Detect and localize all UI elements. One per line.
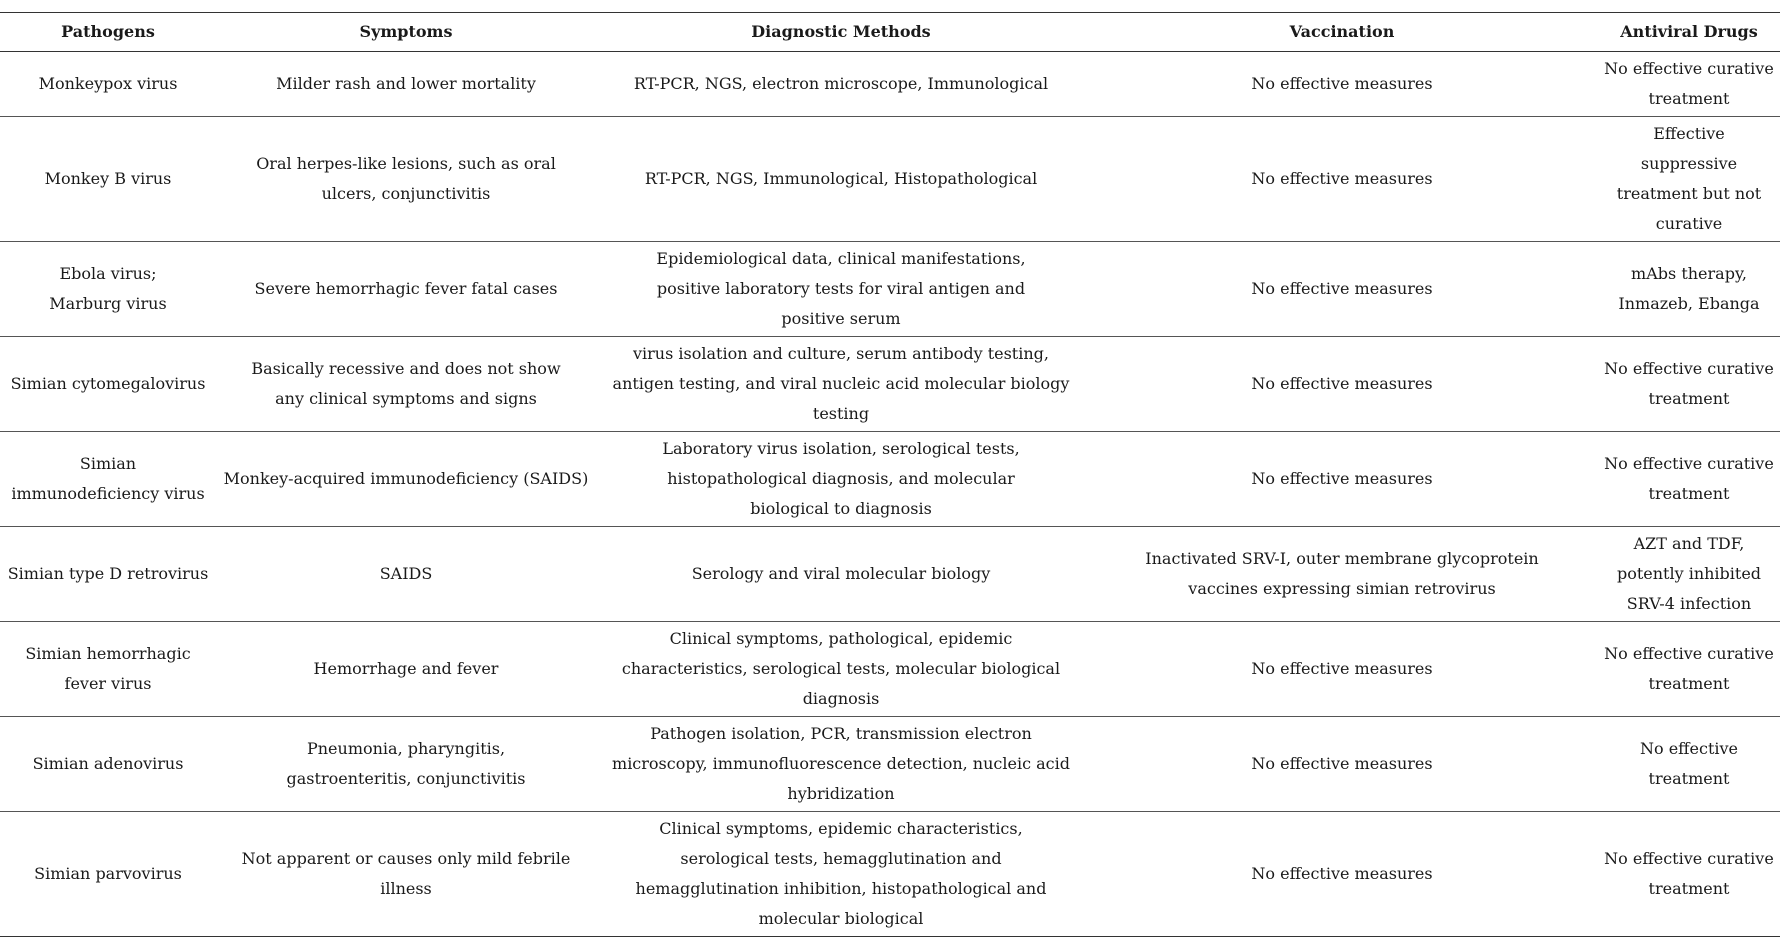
cell-symptoms: Monkey-acquired immunodeficiency (SAIDS): [216, 432, 596, 527]
table-row: [0, 527, 1780, 622]
cell-pathogen: Monkey B virus: [0, 117, 216, 242]
cell-symptoms-text: Oral herpes-like lesions, such as oral ulcers, conjunctivitis: [256, 154, 556, 203]
table-row: [0, 117, 1780, 242]
cell-pathogen: Simian parvovirus: [0, 812, 216, 937]
cell-symptoms: Milder rash and lower mortality: [216, 52, 596, 117]
table-row: [0, 622, 1780, 717]
cell-antiviral: [1598, 117, 1780, 242]
cell-vaccination: No effective measures: [1086, 622, 1598, 717]
cell-antiviral: No effective treatment: [1598, 717, 1780, 812]
table-row: [0, 812, 1780, 937]
header-vaccination: Vaccination: [1086, 13, 1598, 52]
cell-diagnostic: [596, 242, 1086, 337]
cell-vaccination: No effective measures: [1086, 432, 1598, 527]
cell-diagnostic-text: Clinical symptoms, epidemic characteristics, serological tests, hemagglutination and hemagglutination inhibition, histopathological and molecular biological: [635, 819, 1047, 928]
cell-diagnostic-text: Clinical symptoms, pathological, epidemic characteristics, serological tests, molecular biological diagnosis: [621, 629, 1061, 708]
cell-pathogen: Simian immunodeficiency virus: [0, 432, 216, 527]
cell-vaccination: No effective measures: [1086, 812, 1598, 937]
table-row: [0, 52, 1780, 117]
cell-pathogen: Simian type D retrovirus: [0, 527, 216, 622]
header-pathogens: Pathogens: [0, 13, 216, 52]
cell-antiviral: No effective curative treatment: [1598, 52, 1780, 117]
cell-pathogen: [0, 242, 216, 337]
table-row: [0, 337, 1780, 432]
cell-diagnostic: [596, 337, 1086, 432]
cell-diagnostic: [596, 717, 1086, 812]
cell-pathogen: Simian adenovirus: [0, 717, 216, 812]
pathogen-table: [0, 12, 1780, 937]
cell-diagnostic: RT-PCR, NGS, Immunological, Histopathological: [596, 117, 1086, 242]
header-symptoms: Symptoms: [216, 13, 596, 52]
cell-vaccination: [1086, 527, 1598, 622]
cell-antiviral: No effective curative treatment: [1598, 622, 1780, 717]
cell-symptoms-text: Basically recessive and does not show any clinical symptoms and signs: [251, 359, 561, 408]
cell-diagnostic-text: Pathogen isolation, PCR, transmission electron microscopy, immunofluorescence detection, nucleic acid hybridization: [612, 724, 1070, 803]
cell-symptoms: [216, 717, 596, 812]
cell-antiviral: AZT and TDF, potently inhibited SRV-4 infection: [1598, 527, 1780, 622]
cell-vaccination: No effective measures: [1086, 117, 1598, 242]
table-body: [0, 52, 1780, 937]
cell-antiviral-line: Inmazeb, Ebanga: [1618, 294, 1760, 313]
table-row: [0, 717, 1780, 812]
cell-vaccination: No effective measures: [1086, 337, 1598, 432]
cell-symptoms: SAIDS: [216, 527, 596, 622]
cell-diagnostic: [596, 622, 1086, 717]
pathogen-table-container: [0, 12, 1780, 937]
table-row: [0, 242, 1780, 337]
cell-symptoms: [216, 337, 596, 432]
cell-diagnostic-text: Epidemiological data, clinical manifestations, positive laboratory tests for viral antigen and positive serum: [656, 249, 1026, 328]
cell-antiviral-line: suppressive treatment but not curative: [1616, 154, 1762, 233]
cell-symptoms: [216, 117, 596, 242]
header-antiviral-drugs: Antiviral Drugs: [1598, 13, 1780, 52]
cell-diagnostic: RT-PCR, NGS, electron microscope, Immunological: [596, 52, 1086, 117]
cell-symptoms-text: Pneumonia, pharyngitis, gastroenteritis, conjunctivitis: [286, 739, 526, 788]
table-header: [0, 13, 1780, 52]
cell-antiviral-line: mAbs therapy,: [1631, 264, 1747, 283]
cell-pathogen-line: Ebola virus;: [59, 264, 157, 283]
cell-pathogen-line: Marburg virus: [49, 294, 167, 313]
cell-diagnostic: [596, 432, 1086, 527]
cell-vaccination-text: Inactivated SRV-I, outer membrane glycoprotein vaccines expressing simian retrovirus: [1145, 549, 1539, 598]
cell-pathogen: Monkeypox virus: [0, 52, 216, 117]
cell-symptoms: Severe hemorrhagic fever fatal cases: [216, 242, 596, 337]
cell-antiviral: No effective curative treatment: [1598, 432, 1780, 527]
cell-vaccination: No effective measures: [1086, 717, 1598, 812]
cell-diagnostic: [596, 812, 1086, 937]
cell-antiviral: No effective curative treatment: [1598, 337, 1780, 432]
cell-antiviral: No effective curative treatment: [1598, 812, 1780, 937]
cell-symptoms: Not apparent or causes only mild febrile illness: [216, 812, 596, 937]
cell-antiviral: [1598, 242, 1780, 337]
cell-antiviral-line: Effective: [1653, 124, 1725, 143]
table-row: [0, 432, 1780, 527]
cell-vaccination: No effective measures: [1086, 52, 1598, 117]
cell-symptoms: Hemorrhage and fever: [216, 622, 596, 717]
cell-vaccination: No effective measures: [1086, 242, 1598, 337]
cell-pathogen: Simian cytomegalovirus: [0, 337, 216, 432]
cell-diagnostic: Serology and viral molecular biology: [596, 527, 1086, 622]
cell-diagnostic-text: Laboratory virus isolation, serological tests, histopathological diagnosis, and molecular biological to diagnosis: [662, 439, 1020, 518]
cell-diagnostic-text: virus isolation and culture, serum antibody testing, antigen testing, and viral nucleic acid molecular biology testing: [612, 344, 1070, 423]
cell-pathogen: Simian hemorrhagic fever virus: [0, 622, 216, 717]
header-row: [0, 13, 1780, 52]
header-diagnostic-methods: Diagnostic Methods: [596, 13, 1086, 52]
